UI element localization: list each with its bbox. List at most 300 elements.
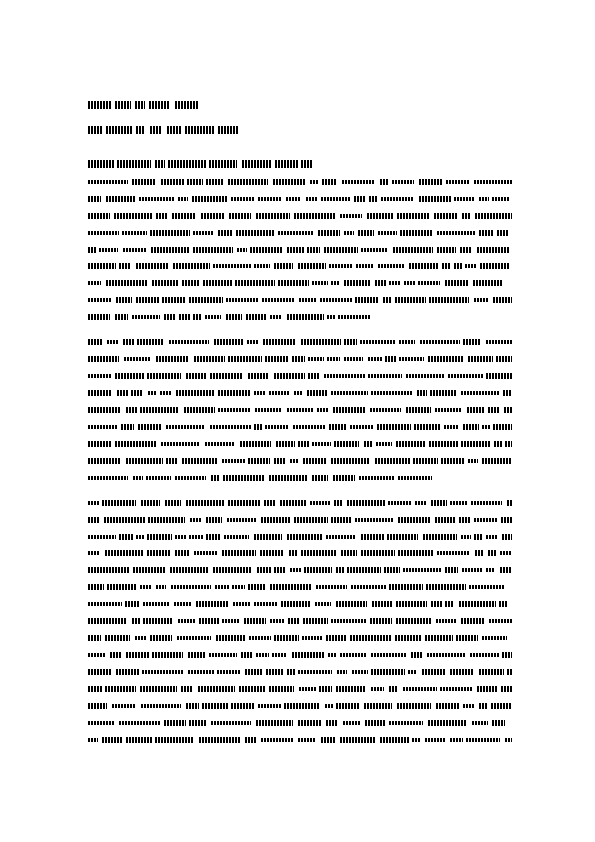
word-block — [429, 441, 458, 447]
word-block — [246, 314, 267, 320]
word-block — [393, 247, 433, 253]
word-block — [138, 424, 161, 430]
word-block — [392, 180, 414, 184]
word-block — [415, 501, 426, 505]
word-block — [303, 458, 327, 464]
word-block — [494, 441, 502, 447]
word-block — [463, 339, 481, 345]
word-block — [248, 458, 270, 464]
word-block — [461, 618, 485, 624]
word-block — [331, 391, 368, 395]
word-block — [261, 738, 294, 742]
word-block — [361, 534, 384, 540]
word-block — [119, 263, 131, 269]
word-block — [479, 703, 487, 709]
word-block — [398, 476, 432, 480]
word-block — [286, 197, 301, 201]
word-block — [352, 670, 368, 674]
word-block — [256, 653, 269, 657]
word-block — [310, 501, 330, 505]
word-block — [499, 601, 507, 607]
word-block — [88, 339, 103, 345]
word-block — [136, 535, 144, 539]
word-block — [326, 535, 356, 539]
word-block — [88, 618, 127, 624]
word-block — [136, 263, 169, 269]
word-block — [188, 652, 205, 658]
word-block — [88, 407, 121, 413]
word-block — [298, 738, 316, 742]
word-block — [396, 601, 427, 607]
word-block — [126, 458, 163, 464]
word-block — [236, 230, 274, 236]
word-block — [150, 126, 162, 134]
word-block — [88, 213, 110, 219]
word-block — [444, 425, 459, 429]
word-block — [226, 298, 258, 302]
word-block — [475, 213, 512, 219]
word-block — [214, 339, 244, 345]
word-block — [479, 197, 489, 201]
word-block — [378, 231, 397, 235]
word-block — [102, 500, 136, 506]
word-block — [340, 737, 376, 743]
word-block — [122, 231, 147, 235]
word-block — [501, 686, 512, 692]
word-block — [88, 551, 100, 555]
word-block — [454, 197, 474, 201]
word-block — [196, 601, 228, 607]
word-block — [133, 567, 166, 573]
word-block — [88, 374, 112, 378]
word-block — [427, 653, 466, 657]
word-block — [126, 652, 149, 658]
word-block — [287, 669, 295, 675]
word-block — [350, 635, 391, 641]
word-block — [326, 635, 347, 641]
word-block — [263, 339, 296, 345]
word-block — [235, 280, 275, 286]
word-block — [445, 280, 468, 286]
word-block — [403, 568, 442, 572]
word-block — [428, 720, 467, 726]
word-block — [173, 263, 210, 269]
word-block — [377, 424, 411, 430]
word-block — [116, 297, 132, 303]
word-block — [355, 297, 379, 303]
word-block — [186, 373, 206, 379]
word-block — [372, 601, 392, 607]
word-block — [351, 585, 386, 589]
word-block — [383, 297, 391, 303]
word-block — [440, 687, 473, 691]
word-block — [327, 315, 335, 319]
word-block — [114, 213, 152, 219]
word-block — [88, 101, 112, 109]
word-block — [317, 408, 329, 412]
word-block — [269, 686, 294, 692]
word-block — [126, 737, 152, 743]
word-block — [502, 652, 512, 658]
word-block — [88, 567, 129, 573]
word-block — [381, 197, 414, 201]
word-block — [119, 534, 133, 540]
word-block — [450, 669, 474, 675]
word-block — [258, 704, 281, 708]
word-block — [137, 339, 164, 345]
word-block — [182, 458, 217, 464]
word-block — [131, 390, 143, 396]
word-block — [244, 618, 266, 624]
word-block — [358, 230, 374, 236]
word-block — [156, 585, 166, 589]
word-block — [505, 738, 512, 742]
word-block — [422, 669, 446, 675]
word-block — [210, 373, 243, 379]
word-block — [280, 500, 306, 506]
word-block — [340, 214, 362, 218]
word-block — [461, 441, 490, 447]
word-block — [174, 602, 191, 606]
word-block — [320, 298, 352, 302]
word-block — [105, 686, 136, 692]
word-block — [156, 213, 168, 219]
word-block — [189, 720, 206, 726]
word-block — [488, 550, 497, 556]
word-block — [115, 373, 144, 379]
word-block — [468, 459, 478, 463]
word-block — [479, 669, 504, 675]
word-block — [123, 248, 147, 252]
word-block — [474, 534, 483, 540]
word-block — [155, 737, 194, 743]
word-block — [232, 585, 245, 589]
word-block — [334, 441, 359, 447]
word-block — [361, 550, 395, 556]
word-block — [248, 584, 265, 590]
word-block — [360, 340, 395, 344]
word-block — [472, 721, 488, 725]
word-block — [141, 500, 160, 506]
word-block — [493, 424, 512, 430]
word-block — [254, 602, 278, 606]
word-block — [266, 669, 284, 675]
word-block — [140, 407, 179, 413]
word-block — [322, 179, 337, 185]
word-block — [387, 534, 418, 540]
word-block — [450, 738, 463, 742]
word-block — [274, 373, 305, 379]
word-block — [474, 180, 512, 184]
word-block — [218, 390, 251, 396]
word-block — [340, 653, 367, 657]
word-block — [429, 297, 469, 303]
word-block — [209, 653, 237, 657]
word-block — [312, 281, 328, 285]
word-block — [470, 653, 499, 657]
word-block — [115, 314, 128, 320]
word-block — [400, 230, 433, 236]
word-block — [350, 425, 374, 429]
word-block — [370, 408, 401, 412]
word-block — [406, 374, 445, 378]
word-block — [188, 670, 214, 674]
word-block — [182, 280, 200, 286]
word-block — [274, 458, 286, 464]
word-block — [175, 101, 199, 109]
word-block — [477, 247, 510, 253]
word-block — [136, 297, 159, 303]
word-block — [88, 196, 101, 202]
word-block — [426, 584, 466, 590]
word-block — [237, 248, 247, 252]
word-block — [321, 737, 335, 743]
word-block — [299, 687, 316, 691]
word-block — [217, 670, 241, 674]
word-block — [254, 534, 282, 540]
word-block — [409, 263, 439, 269]
word-block — [294, 517, 328, 523]
word-block — [135, 101, 145, 109]
word-block — [88, 721, 115, 725]
word-block — [395, 635, 422, 641]
word-block — [88, 738, 98, 742]
word-block — [231, 197, 255, 201]
word-block — [434, 213, 457, 219]
word-block — [287, 534, 323, 540]
word-block — [249, 636, 271, 640]
word-block — [301, 550, 336, 556]
word-block — [88, 231, 119, 235]
word-block — [293, 425, 326, 429]
word-block — [331, 517, 352, 523]
word-block — [454, 263, 462, 269]
word-block — [213, 567, 252, 573]
word-block — [88, 535, 116, 539]
word-block — [88, 703, 107, 709]
word-block — [385, 356, 396, 362]
word-block — [88, 476, 128, 480]
word-block — [278, 280, 309, 286]
word-block — [269, 475, 307, 481]
word-block — [193, 231, 214, 235]
word-block — [294, 213, 335, 219]
word-block — [341, 550, 357, 556]
word-block — [331, 619, 366, 623]
word-block — [218, 126, 238, 134]
word-block — [292, 356, 305, 362]
word-block — [461, 535, 471, 539]
word-block — [141, 704, 181, 708]
word-block — [463, 704, 474, 708]
word-block — [171, 585, 211, 589]
word-block — [119, 721, 160, 725]
word-block — [299, 298, 316, 302]
word-block — [104, 517, 145, 523]
word-block — [397, 213, 430, 219]
word-block — [151, 247, 189, 253]
word-block — [189, 535, 203, 539]
word-block — [211, 475, 220, 481]
word-block — [254, 264, 270, 268]
word-block — [448, 374, 483, 378]
word-block — [380, 179, 388, 185]
word-block — [250, 247, 282, 253]
word-block — [175, 476, 206, 480]
word-block — [187, 179, 203, 185]
word-block — [215, 585, 229, 589]
word-block — [371, 687, 384, 691]
word-block — [310, 180, 318, 184]
word-block — [482, 458, 512, 464]
word-block — [505, 441, 512, 447]
word-block — [106, 280, 147, 286]
word-block — [135, 636, 147, 640]
word-block — [324, 374, 365, 378]
word-block — [445, 567, 458, 573]
word-block — [132, 315, 160, 319]
word-block — [117, 390, 128, 396]
word-block — [88, 356, 119, 362]
word-block — [436, 703, 460, 709]
word-block — [213, 264, 251, 268]
word-block — [202, 703, 228, 709]
word-block — [475, 550, 483, 556]
word-block — [467, 407, 484, 413]
word-block — [115, 101, 131, 109]
word-block — [408, 670, 417, 674]
word-block — [403, 687, 437, 691]
word-block — [303, 618, 328, 624]
word-block — [88, 263, 116, 269]
word-block — [175, 535, 186, 539]
word-block — [459, 601, 496, 607]
word-block — [414, 424, 440, 430]
word-block — [419, 196, 451, 202]
word-block — [307, 390, 327, 396]
word-block — [465, 264, 476, 268]
word-block — [471, 501, 502, 505]
word-block — [431, 500, 447, 506]
word-block — [275, 160, 298, 168]
word-block — [437, 247, 456, 253]
word-block — [418, 281, 440, 285]
word-block — [396, 441, 426, 447]
word-block — [270, 315, 282, 319]
word-block — [425, 738, 445, 742]
word-block — [170, 567, 209, 573]
word-block — [294, 391, 302, 395]
word-block — [199, 737, 240, 743]
word-block — [482, 425, 490, 429]
word-block — [460, 247, 472, 253]
word-block — [369, 196, 377, 202]
word-block — [359, 476, 395, 480]
word-block — [463, 424, 479, 430]
word-block — [378, 264, 405, 268]
word-block — [115, 441, 156, 447]
word-block — [125, 601, 140, 607]
word-block — [88, 281, 101, 285]
word-block — [337, 670, 347, 674]
word-block — [206, 179, 223, 185]
word-block — [162, 297, 186, 303]
word-block — [276, 441, 295, 447]
word-block — [364, 703, 392, 709]
word-block — [156, 356, 189, 362]
word-block — [473, 280, 503, 286]
word-block — [355, 518, 393, 522]
word-block — [210, 425, 251, 429]
word-block — [486, 568, 495, 572]
word-block — [326, 720, 338, 726]
word-block — [417, 390, 427, 396]
word-block — [459, 517, 471, 523]
word-block — [245, 669, 262, 675]
word-block — [224, 535, 249, 539]
word-block — [178, 197, 188, 201]
word-block — [99, 248, 118, 252]
word-block — [479, 230, 494, 236]
word-block — [107, 584, 136, 590]
word-block — [435, 517, 455, 523]
word-block — [185, 126, 215, 134]
word-block — [328, 653, 336, 657]
word-block — [368, 374, 402, 378]
word-block — [110, 652, 121, 658]
word-block — [446, 180, 469, 184]
word-block — [480, 263, 510, 269]
word-block — [354, 196, 365, 202]
word-block — [430, 390, 457, 396]
word-block — [88, 635, 101, 641]
word-block — [211, 721, 251, 725]
word-block — [419, 179, 442, 185]
word-block — [106, 126, 133, 134]
word-block — [155, 160, 165, 168]
word-block — [388, 501, 411, 505]
word-block — [218, 230, 233, 236]
word-block — [247, 340, 259, 344]
word-block — [450, 501, 468, 505]
word-block — [324, 247, 358, 253]
word-block — [123, 339, 134, 345]
word-block — [274, 567, 285, 573]
word-block — [486, 535, 497, 539]
word-block — [132, 179, 156, 185]
word-block — [88, 458, 121, 464]
word-block — [292, 652, 324, 658]
word-block — [167, 126, 181, 134]
word-block — [258, 197, 282, 201]
word-block — [389, 584, 423, 590]
word-block — [193, 247, 233, 253]
word-block — [177, 636, 211, 640]
word-block — [193, 314, 201, 320]
word-block — [456, 635, 478, 641]
word-block — [222, 619, 239, 623]
word-block — [404, 281, 415, 285]
word-block — [333, 407, 365, 413]
word-block — [389, 686, 398, 692]
word-block — [342, 180, 375, 184]
word-block — [223, 475, 264, 481]
word-block — [161, 179, 184, 185]
word-block — [389, 721, 423, 725]
word-block — [143, 602, 170, 606]
word-block — [496, 356, 512, 362]
word-block — [380, 737, 409, 743]
